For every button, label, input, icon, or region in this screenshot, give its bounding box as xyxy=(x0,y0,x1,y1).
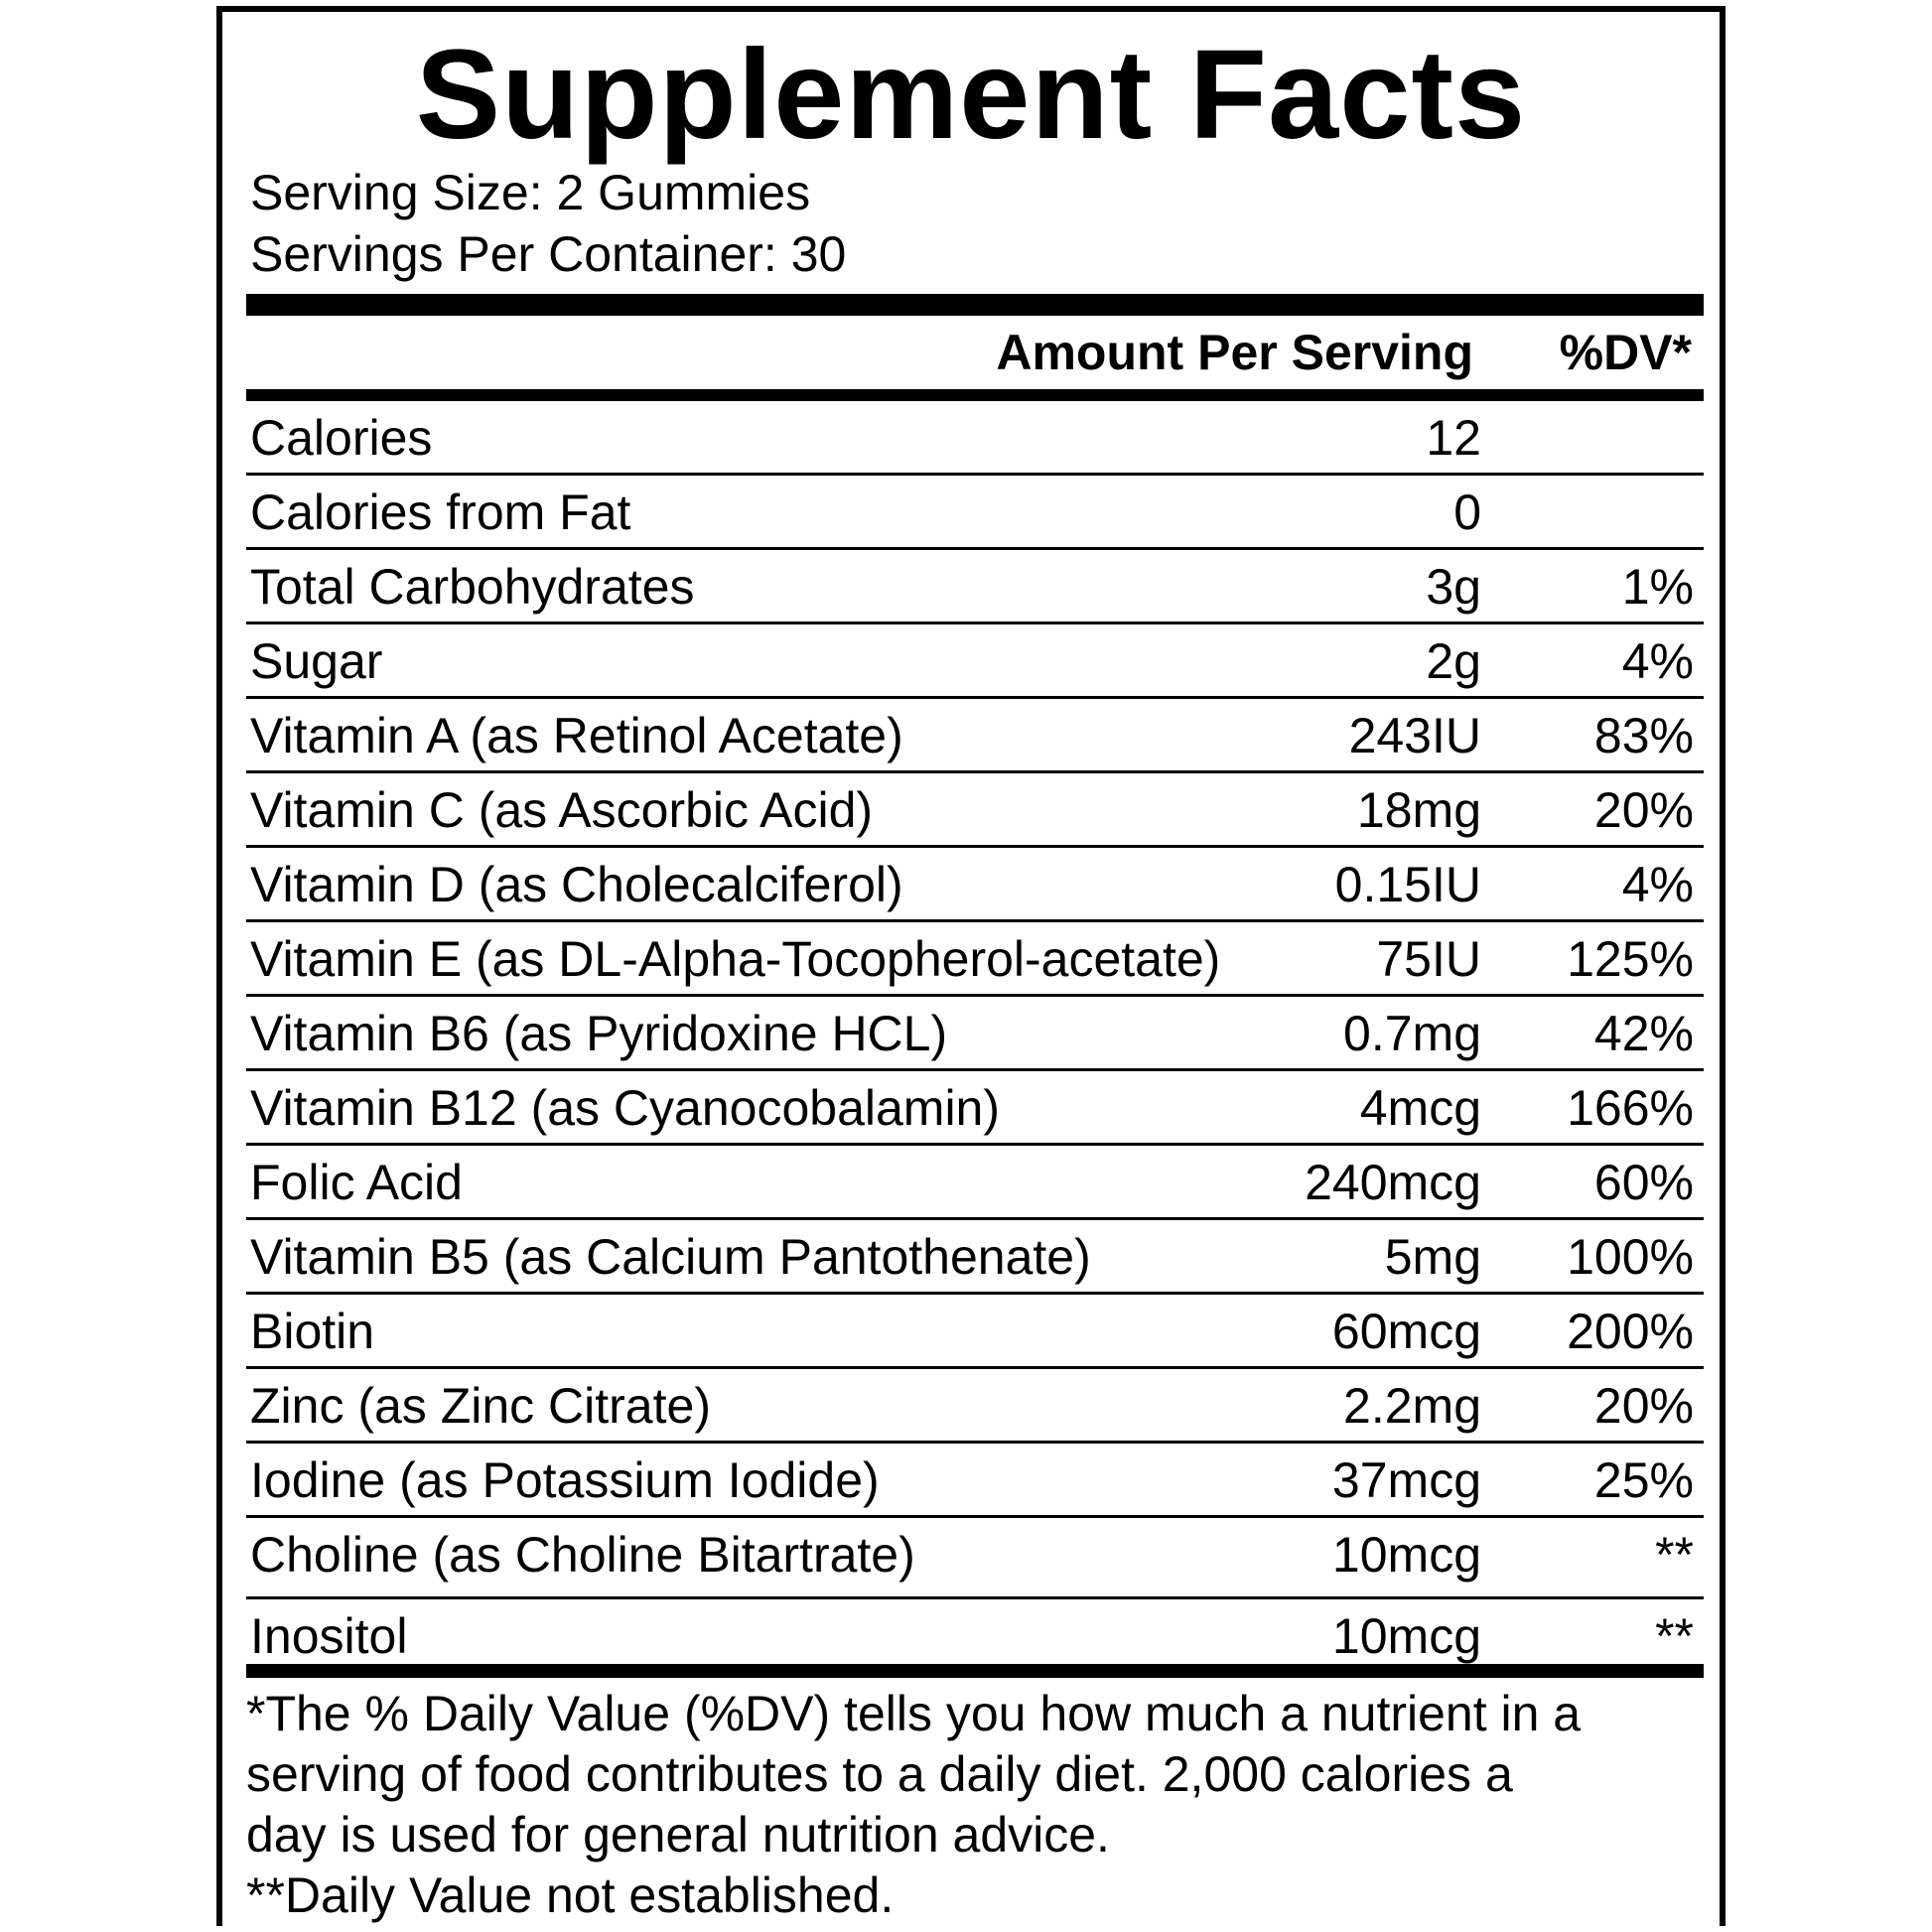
table-row xyxy=(246,1444,1704,1518)
nutrient-amount: 10mcg xyxy=(1331,1527,1481,1583)
nutrient-name: Inositol xyxy=(250,1608,408,1664)
nutrient-dv: 166% xyxy=(1567,1080,1694,1136)
table-row xyxy=(246,699,1704,773)
nutrient-name: Total Carbohydrates xyxy=(250,559,695,615)
nutrient-name: Calories from Fat xyxy=(250,484,631,540)
nutrient-amount: 12 xyxy=(1426,410,1481,466)
nutrient-name: Folic Acid xyxy=(250,1155,463,1210)
serving-size: Serving Size: 2 Gummies xyxy=(250,165,811,220)
table-row xyxy=(246,476,1704,550)
footnote-line: **Daily Value not established. xyxy=(246,1867,895,1923)
nutrient-amount: 10mcg xyxy=(1331,1608,1481,1664)
nutrient-dv: ** xyxy=(1655,1608,1694,1664)
nutrient-name: Biotin xyxy=(250,1304,375,1359)
nutrient-dv: 100% xyxy=(1567,1229,1694,1285)
table-row xyxy=(246,1146,1704,1220)
nutrient-name: Vitamin B6 (as Pyridoxine HCL) xyxy=(250,1006,948,1061)
nutrient-amount: 5mg xyxy=(1384,1229,1481,1285)
servings-per-container: Servings Per Container: 30 xyxy=(250,226,847,282)
nutrient-dv: 4% xyxy=(1621,857,1694,912)
nutrient-dv: 1% xyxy=(1621,559,1694,615)
nutrient-name: Vitamin C (as Ascorbic Acid) xyxy=(250,782,874,838)
nutrient-amount: 75IU xyxy=(1376,931,1481,987)
nutrient-name: Vitamin B5 (as Calcium Pantothenate) xyxy=(250,1229,1091,1285)
footnote-line: day is used for general nutrition advice. xyxy=(246,1807,1110,1863)
table-row xyxy=(246,550,1704,624)
table-row xyxy=(246,848,1704,922)
nutrient-dv: 4% xyxy=(1621,633,1694,689)
nutrient-dv: 25% xyxy=(1593,1452,1694,1508)
nutrient-amount: 18mg xyxy=(1356,782,1481,838)
nutrient-dv: 42% xyxy=(1593,1006,1694,1061)
table-row xyxy=(246,1369,1704,1444)
table-row xyxy=(246,1220,1704,1295)
footnote-line: serving of food contributes to a daily diet. 2,000 calories a xyxy=(246,1746,1513,1802)
nutrient-dv: 83% xyxy=(1593,708,1694,763)
table-row xyxy=(246,1518,1704,1599)
table-row xyxy=(246,922,1704,997)
table-row xyxy=(246,1071,1704,1146)
nutrient-amount: 4mcg xyxy=(1359,1080,1481,1136)
nutrient-amount: 60mcg xyxy=(1331,1304,1481,1359)
table-row xyxy=(246,401,1704,476)
footnote-line: *The % Daily Value (%DV) tells you how much a nutrient in a xyxy=(246,1686,1582,1741)
nutrient-name: Choline (as Choline Bitartrate) xyxy=(250,1527,915,1583)
nutrient-name: Iodine (as Potassium Iodide) xyxy=(250,1452,880,1508)
nutrient-dv: 20% xyxy=(1593,782,1694,838)
nutrient-amount: 37mcg xyxy=(1331,1452,1481,1508)
nutrient-table xyxy=(246,401,1704,1681)
table-row xyxy=(246,773,1704,848)
nutrient-name: Vitamin D (as Cholecalciferol) xyxy=(250,857,903,912)
header-dv: %DV* xyxy=(1559,325,1692,380)
nutrient-dv: 20% xyxy=(1593,1378,1694,1434)
nutrient-amount: 0 xyxy=(1453,484,1481,540)
table-row xyxy=(246,997,1704,1071)
nutrient-amount: 240mcg xyxy=(1305,1155,1481,1210)
table-row xyxy=(246,1295,1704,1369)
nutrient-amount: 0.7mg xyxy=(1343,1006,1481,1061)
nutrient-amount: 3g xyxy=(1426,559,1481,615)
nutrient-name: Calories xyxy=(250,410,433,466)
table-row xyxy=(246,624,1704,699)
nutrient-amount: 243IU xyxy=(1348,708,1481,763)
divider-top xyxy=(246,294,1704,316)
nutrient-name: Vitamin A (as Retinol Acetate) xyxy=(250,708,903,763)
nutrient-name: Vitamin E (as DL-Alpha-Tocopherol-acetate) xyxy=(250,931,1221,987)
nutrient-name: Sugar xyxy=(250,633,383,689)
nutrient-amount: 2.2mg xyxy=(1343,1378,1481,1434)
label-title: Supplement Facts xyxy=(415,24,1527,166)
header-amount: Amount Per Serving xyxy=(996,325,1473,380)
nutrient-name: Zinc (as Zinc Citrate) xyxy=(250,1378,711,1434)
divider-bottom xyxy=(246,1664,1704,1678)
nutrient-dv: 60% xyxy=(1593,1155,1694,1210)
nutrient-amount: 0.15IU xyxy=(1334,857,1481,912)
nutrient-name: Vitamin B12 (as Cyanocobalamin) xyxy=(250,1080,1001,1136)
divider-header xyxy=(246,389,1704,401)
footnote xyxy=(246,1684,1581,1926)
nutrient-amount: 2g xyxy=(1426,633,1481,689)
nutrient-dv: ** xyxy=(1655,1527,1694,1583)
nutrient-dv: 200% xyxy=(1567,1304,1694,1359)
supplement-facts-label xyxy=(216,6,1725,1926)
nutrient-dv: 125% xyxy=(1567,931,1694,987)
